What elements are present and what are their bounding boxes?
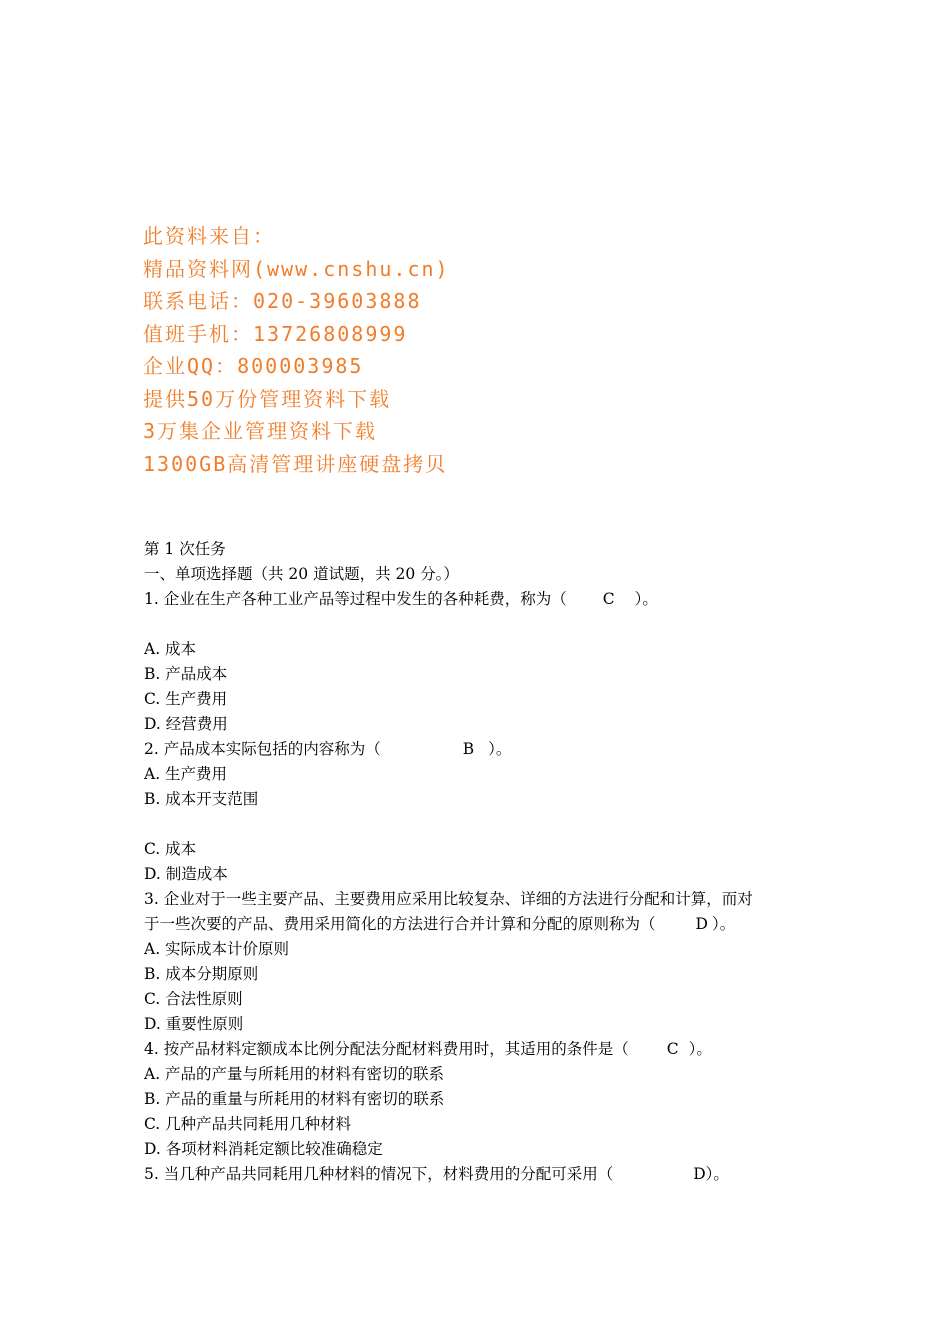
question-3-option-a: A. 实际成本计价原则 bbox=[144, 940, 290, 958]
question-5 bbox=[144, 1162, 814, 1187]
promo-video-line: 3万集企业管理资料下载 bbox=[143, 419, 378, 443]
question-1-option-d: D. 经营费用 bbox=[144, 715, 228, 733]
question-4-option-d: D. 各项材料消耗定额比较准确稳定 bbox=[144, 1140, 383, 1158]
promo-hdd-line: 1300GB高清管理讲座硬盘拷贝 bbox=[143, 451, 448, 476]
question-1-text: 1. 企业在生产各种工业产品等过程中发生的各种耗费，称为（ bbox=[144, 590, 567, 608]
promo-phone-line: 联系电话：020-39603888 bbox=[143, 289, 422, 313]
promo-website-line: 精品资料网(www.cnshu.cn) bbox=[143, 256, 450, 281]
question-3-option-d: D. 重要性原则 bbox=[144, 1015, 244, 1033]
promo-offer-line: 提供50万份管理资料下载 bbox=[143, 386, 392, 411]
promo-mobile-line: 值班手机：13726808999 bbox=[143, 321, 408, 346]
question-3-option-b: B. 成本分期原则 bbox=[144, 965, 259, 983]
question-2-suffix: ）。 bbox=[488, 740, 512, 758]
promo-block bbox=[143, 220, 663, 480]
question-3-line-1: 3. 企业对于一些主要产品、主要费用应采用比较复杂、详细的方法进行分配和计算，而对 bbox=[144, 890, 753, 908]
question-3-answer: D bbox=[695, 915, 708, 933]
question-2-option-d: D. 制造成本 bbox=[144, 865, 228, 883]
quiz-content bbox=[144, 537, 814, 1187]
question-2-answer: B bbox=[462, 740, 475, 758]
question-4-option-c: C. 几种产品共同耗用几种材料 bbox=[144, 1115, 352, 1133]
question-2-text: 2. 产品成本实际包括的内容称为（ bbox=[144, 740, 381, 758]
question-1-suffix: ）。 bbox=[634, 590, 658, 608]
task-title: 第 1 次任务 bbox=[144, 540, 226, 558]
blank-line bbox=[144, 612, 814, 637]
question-5-answer: D bbox=[693, 1165, 706, 1183]
question-2-option-a: A. 生产费用 bbox=[144, 765, 228, 783]
question-4-answer: C bbox=[666, 1040, 679, 1058]
question-2-option-b: B. 成本开支范围 bbox=[144, 790, 259, 808]
question-4-text: 4. 按产品材料定额成本比例分配法分配材料费用时，其适用的条件是（ bbox=[144, 1040, 629, 1058]
blank-line bbox=[144, 812, 814, 837]
question-1 bbox=[144, 587, 814, 612]
question-4 bbox=[144, 1037, 814, 1062]
section-title: 一、单项选择题（共 20 道试题，共 20 分。） bbox=[144, 565, 459, 583]
question-3-text: 于一些次要的产品、费用采用简化的方法进行合并计算和分配的原则称为（ bbox=[144, 915, 656, 933]
question-1-option-a: A. 成本 bbox=[144, 640, 197, 658]
promo-source-line: 此资料来自： bbox=[143, 224, 275, 248]
question-1-option-b: B. 产品成本 bbox=[144, 665, 228, 683]
promo-qq-line: 企业QQ：800003985 bbox=[143, 354, 364, 378]
question-1-option-c: C. 生产费用 bbox=[144, 690, 228, 708]
question-5-text: 5. 当几种产品共同耗用几种材料的情况下，材料费用的分配可采用（ bbox=[144, 1165, 614, 1183]
question-3-suffix: ）。 bbox=[711, 915, 736, 933]
question-4-suffix: ）。 bbox=[688, 1040, 712, 1058]
question-1-answer: C bbox=[602, 590, 615, 608]
question-2 bbox=[144, 737, 814, 762]
question-2-option-c: C. 成本 bbox=[144, 840, 197, 858]
question-4-option-b: B. 产品的重量与所耗用的材料有密切的联系 bbox=[144, 1090, 445, 1108]
question-4-option-a: A. 产品的产量与所耗用的材料有密切的联系 bbox=[144, 1065, 445, 1083]
question-3-line-2 bbox=[144, 912, 814, 937]
question-5-suffix: ）。 bbox=[705, 1165, 729, 1183]
question-3-option-c: C. 合法性原则 bbox=[144, 990, 243, 1008]
